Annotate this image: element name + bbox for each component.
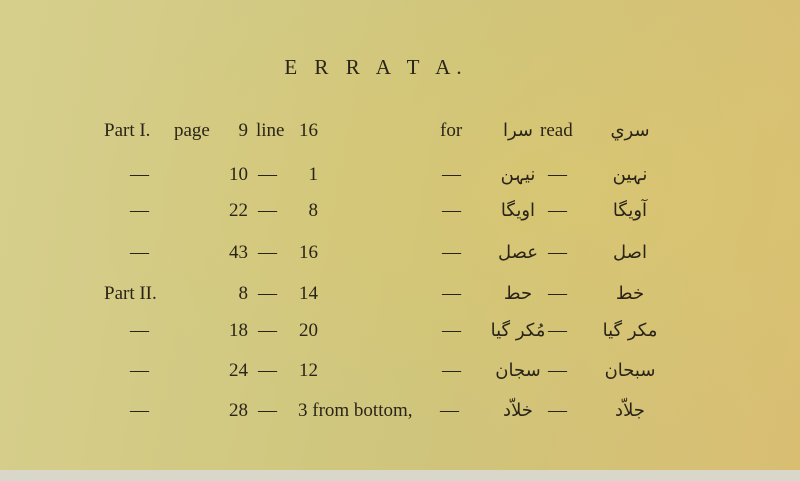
line-prefix: —	[258, 360, 277, 381]
line-prefix: —	[258, 164, 277, 185]
read-label: —	[548, 360, 567, 381]
page-number: 9	[238, 120, 248, 141]
page-number: 28	[229, 400, 248, 421]
line-number: 3 from bottom,	[298, 400, 413, 421]
part-label: —	[130, 400, 149, 421]
page-number: 43	[229, 242, 248, 263]
line-prefix: —	[258, 283, 277, 304]
page-edge-strip	[0, 470, 800, 481]
line-prefix: line	[256, 120, 285, 141]
page-number: 8	[238, 283, 248, 304]
part-label: —	[130, 164, 149, 185]
part-label: Part I.	[104, 120, 151, 141]
for-label: for	[440, 120, 463, 141]
line-number: 12	[299, 360, 318, 381]
correct-text: سري	[610, 120, 650, 141]
read-label: —	[548, 283, 567, 304]
wrong-text: سجان	[495, 360, 541, 381]
page-number: 10	[229, 164, 248, 185]
correct-text: مکر گيا	[602, 320, 658, 341]
line-number: 16	[299, 242, 318, 263]
page-number: 18	[229, 320, 248, 341]
line-prefix: —	[258, 200, 277, 221]
line-number: 1	[308, 164, 318, 185]
line-prefix: —	[258, 320, 277, 341]
line-prefix: —	[258, 242, 277, 263]
read-label: —	[548, 320, 567, 341]
for-label: —	[442, 200, 461, 221]
line-number: 8	[308, 200, 318, 221]
wrong-text: حط	[503, 283, 533, 304]
for-label: —	[442, 164, 461, 185]
page-number: 22	[229, 200, 248, 221]
line-number: 20	[299, 320, 318, 341]
correct-text: سبحان	[604, 360, 656, 381]
wrong-text: اويگا	[500, 200, 536, 221]
line-prefix: —	[258, 400, 277, 421]
errata-title: E R R A T A.	[284, 55, 468, 79]
read-label: —	[548, 164, 567, 185]
page-prefix: page	[174, 120, 210, 141]
page-number: 24	[229, 360, 248, 381]
correct-text: جلاّد	[615, 400, 645, 421]
correct-text: اصل	[613, 242, 647, 263]
for-label: —	[442, 242, 461, 263]
read-label: —	[548, 242, 567, 263]
wrong-text: سرا	[502, 120, 533, 141]
wrong-text: نيہن	[500, 164, 536, 185]
part-label: —	[130, 200, 149, 221]
read-label: —	[548, 200, 567, 221]
correct-text: نہين	[612, 164, 648, 185]
part-label: —	[130, 320, 149, 341]
wrong-text: خلاّد	[503, 400, 533, 421]
line-number: 16	[299, 120, 318, 141]
for-label: —	[442, 283, 461, 304]
for-label: —	[442, 320, 461, 341]
wrong-text: مُکر گيا	[490, 320, 546, 341]
for-label: —	[442, 360, 461, 381]
part-label: Part II.	[104, 283, 157, 304]
line-number: 14	[299, 283, 318, 304]
read-label: —	[548, 400, 567, 421]
correct-text: خط	[615, 283, 645, 304]
part-label: —	[130, 360, 149, 381]
wrong-text: عصل	[498, 242, 538, 263]
part-label: —	[130, 242, 149, 263]
read-label: read	[540, 120, 573, 141]
for-label: —	[440, 400, 459, 421]
correct-text: آويگا	[612, 200, 648, 221]
